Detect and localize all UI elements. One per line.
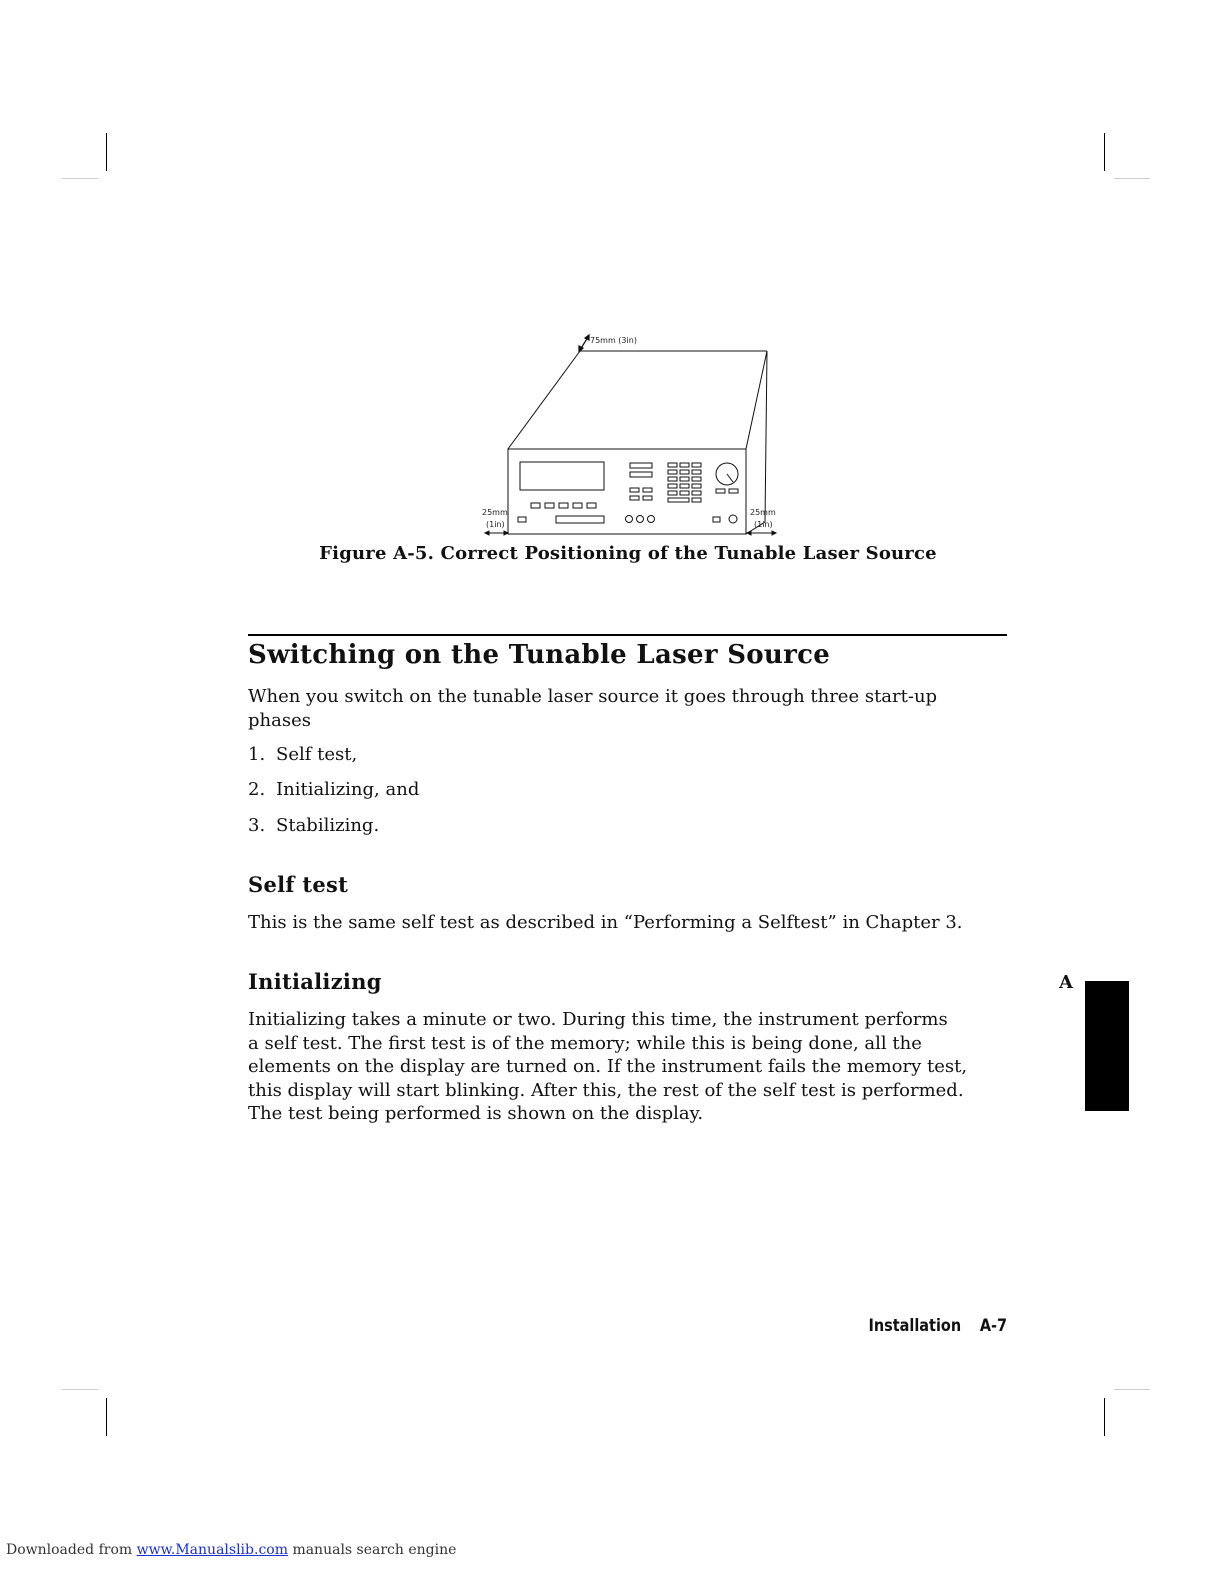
- figure-instrument-positioning: [470, 326, 790, 540]
- download-watermark: [6, 1542, 456, 1558]
- dimension-label-right: 25mm: [750, 508, 776, 517]
- text-line: elements on the display are turned on. If the instrument fails the memory test,: [248, 1056, 968, 1078]
- watermark-suffix: manuals search engine: [292, 1542, 457, 1558]
- watermark-link[interactable]: www.Manualslib.com: [136, 1542, 288, 1558]
- section-heading: Switching on the Tunable Laser Source: [248, 640, 831, 670]
- crop-mark: [106, 1398, 107, 1436]
- list-text: Self test,: [276, 744, 358, 765]
- text-line: This is the same self test as described in “Performing a Selftest” in Chapter 3.: [248, 912, 963, 933]
- text-line: a self test. The first test is of the memory; while this is being done, all the: [248, 1032, 922, 1054]
- crop-mark: [1104, 1398, 1105, 1436]
- text-line: When you switch on the tunable laser source it goes through three start-up: [248, 686, 938, 707]
- subheading-self-test: Self test: [248, 872, 349, 897]
- watermark-prefix: Downloaded from: [6, 1542, 133, 1558]
- text-line: The test being performed is shown on the display.: [248, 1103, 704, 1125]
- dimension-label-right-inch: (1in): [754, 520, 773, 529]
- dimension-label-left: 25mm: [482, 508, 508, 517]
- list-text: Initializing, and: [276, 779, 420, 800]
- chapter-tab-letter: A: [1059, 972, 1073, 993]
- list-item: [248, 744, 357, 765]
- intro-paragraph: [248, 685, 1008, 732]
- footer-section: Installation: [868, 1316, 962, 1336]
- figure-caption: Figure A-5. Correct Positioning of the Tunable Laser Source: [319, 543, 937, 564]
- section-rule: [248, 634, 1007, 636]
- list-text: Stabilizing.: [276, 815, 380, 836]
- initializing-paragraph: [248, 1008, 1008, 1126]
- list-item: [248, 779, 419, 800]
- crop-mark: [1114, 178, 1150, 179]
- page-footer: [868, 1316, 1007, 1336]
- list-number: 3.: [248, 815, 266, 836]
- text-line: this display will start blinking. After this, the rest of the self test is performed.: [248, 1079, 964, 1101]
- text-line: phases: [248, 709, 311, 731]
- self-test-paragraph: [248, 911, 1008, 935]
- instrument-drawing: [470, 326, 790, 540]
- crop-mark: [62, 178, 98, 179]
- chapter-tab-marker: [1085, 981, 1129, 1111]
- dimension-label-top: 75mm (3in): [590, 336, 637, 345]
- crop-mark: [1104, 133, 1105, 171]
- dimension-label-left-inch: (1in): [486, 520, 505, 529]
- subheading-initializing: Initializing: [248, 969, 382, 994]
- crop-mark: [1114, 1389, 1150, 1390]
- list-item: [248, 815, 379, 836]
- page-number: A-7: [979, 1316, 1007, 1336]
- list-number: 1.: [248, 744, 266, 765]
- text-line: Initializing takes a minute or two. During this time, the instrument performs: [248, 1009, 948, 1030]
- crop-mark: [106, 133, 107, 171]
- crop-mark: [62, 1389, 98, 1390]
- list-number: 2.: [248, 779, 266, 800]
